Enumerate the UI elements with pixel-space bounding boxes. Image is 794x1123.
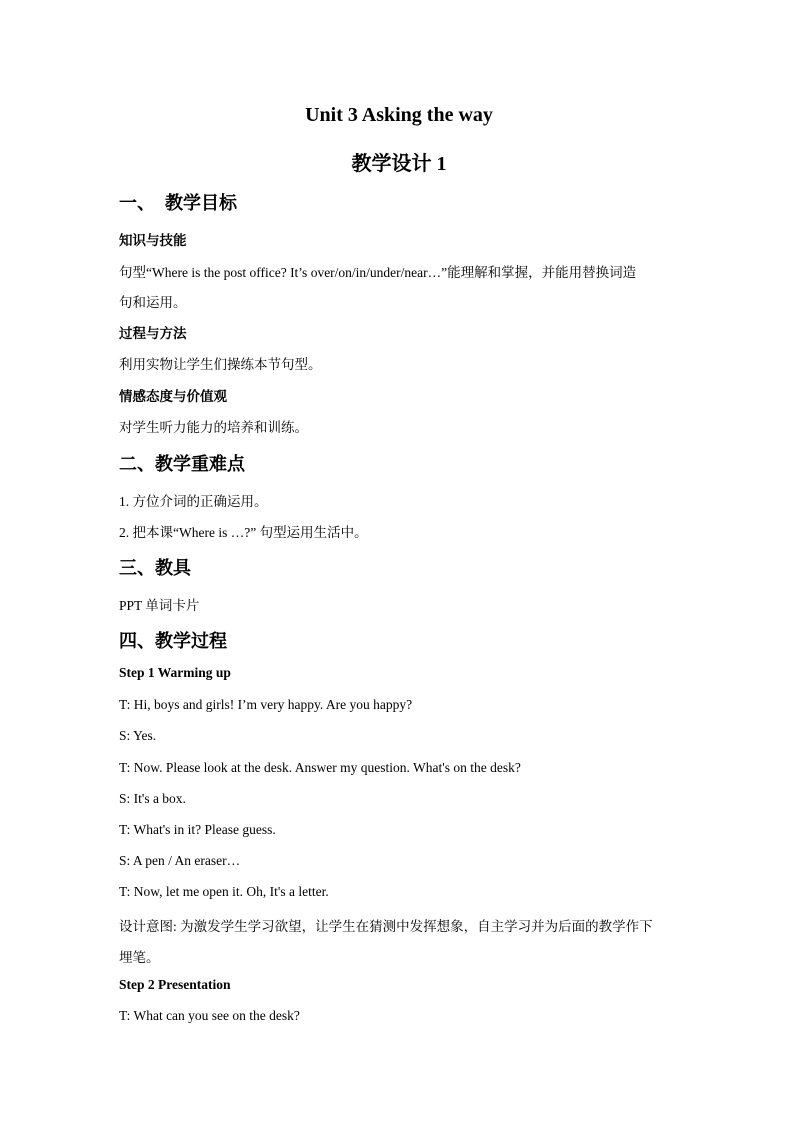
section-1-number: 一、 <box>119 193 155 213</box>
dialogue-line: S: It's a box. <box>119 791 186 806</box>
dialogue-line: T: Now. Please look at the desk. Answer my question. What's on the desk? <box>119 760 521 775</box>
section-3-heading: 三、教具 <box>119 558 191 578</box>
section-4-heading: 四、教学过程 <box>119 631 227 651</box>
knowledge-skills-label: 知识与技能 <box>119 233 187 248</box>
section-2-heading: 二、教学重难点 <box>119 454 245 474</box>
document-subtitle: 教学设计 1 <box>351 153 447 175</box>
teaching-aids-text: PPT 单词卡片 <box>119 598 200 613</box>
knowledge-skills-text-1: 句型“Where is the post office? It’s over/on/in/under/near…”能理解和掌握，并能用替换词造 <box>119 265 637 280</box>
emotion-values-label: 情感态度与价值观 <box>119 389 227 404</box>
dialogue-line: T: What can you see on the desk? <box>119 1008 300 1023</box>
process-method-text: 利用实物让学生们操练本节句型。 <box>119 357 322 372</box>
design-intent-text-2: 埋笔。 <box>119 950 160 965</box>
key-point-item-1: 1. 方位介词的正确运用。 <box>119 494 268 509</box>
dialogue-line: T: What's in it? Please guess. <box>119 822 276 837</box>
emotion-values-text: 对学生听力能力的培养和训练。 <box>119 420 308 435</box>
dialogue-line: T: Hi, boys and girls! I’m very happy. Are you happy? <box>119 697 413 712</box>
dialogue-line: T: Now, let me open it. Oh, It's a letter. <box>119 884 329 899</box>
section-1-title: 教学目标 <box>165 193 237 213</box>
process-method-label: 过程与方法 <box>119 326 187 341</box>
dialogue-line: S: Yes. <box>119 728 157 743</box>
dialogue-line: S: A pen / An eraser… <box>119 853 241 868</box>
step-1-heading: Step 1 Warming up <box>119 665 231 680</box>
step-2-heading: Step 2 Presentation <box>119 977 231 992</box>
document-title: Unit 3 Asking the way <box>305 104 493 126</box>
knowledge-skills-text-2: 句和运用。 <box>119 295 187 310</box>
key-point-item-2: 2. 把本课“Where is …?” 句型运用生活中。 <box>119 525 368 540</box>
design-intent-text-1: 设计意图: 为激发学生学习欲望，让学生在猜测中发挥想象，自主学习并为后面的教学作下 <box>119 919 653 934</box>
section-1-heading <box>119 189 237 215</box>
